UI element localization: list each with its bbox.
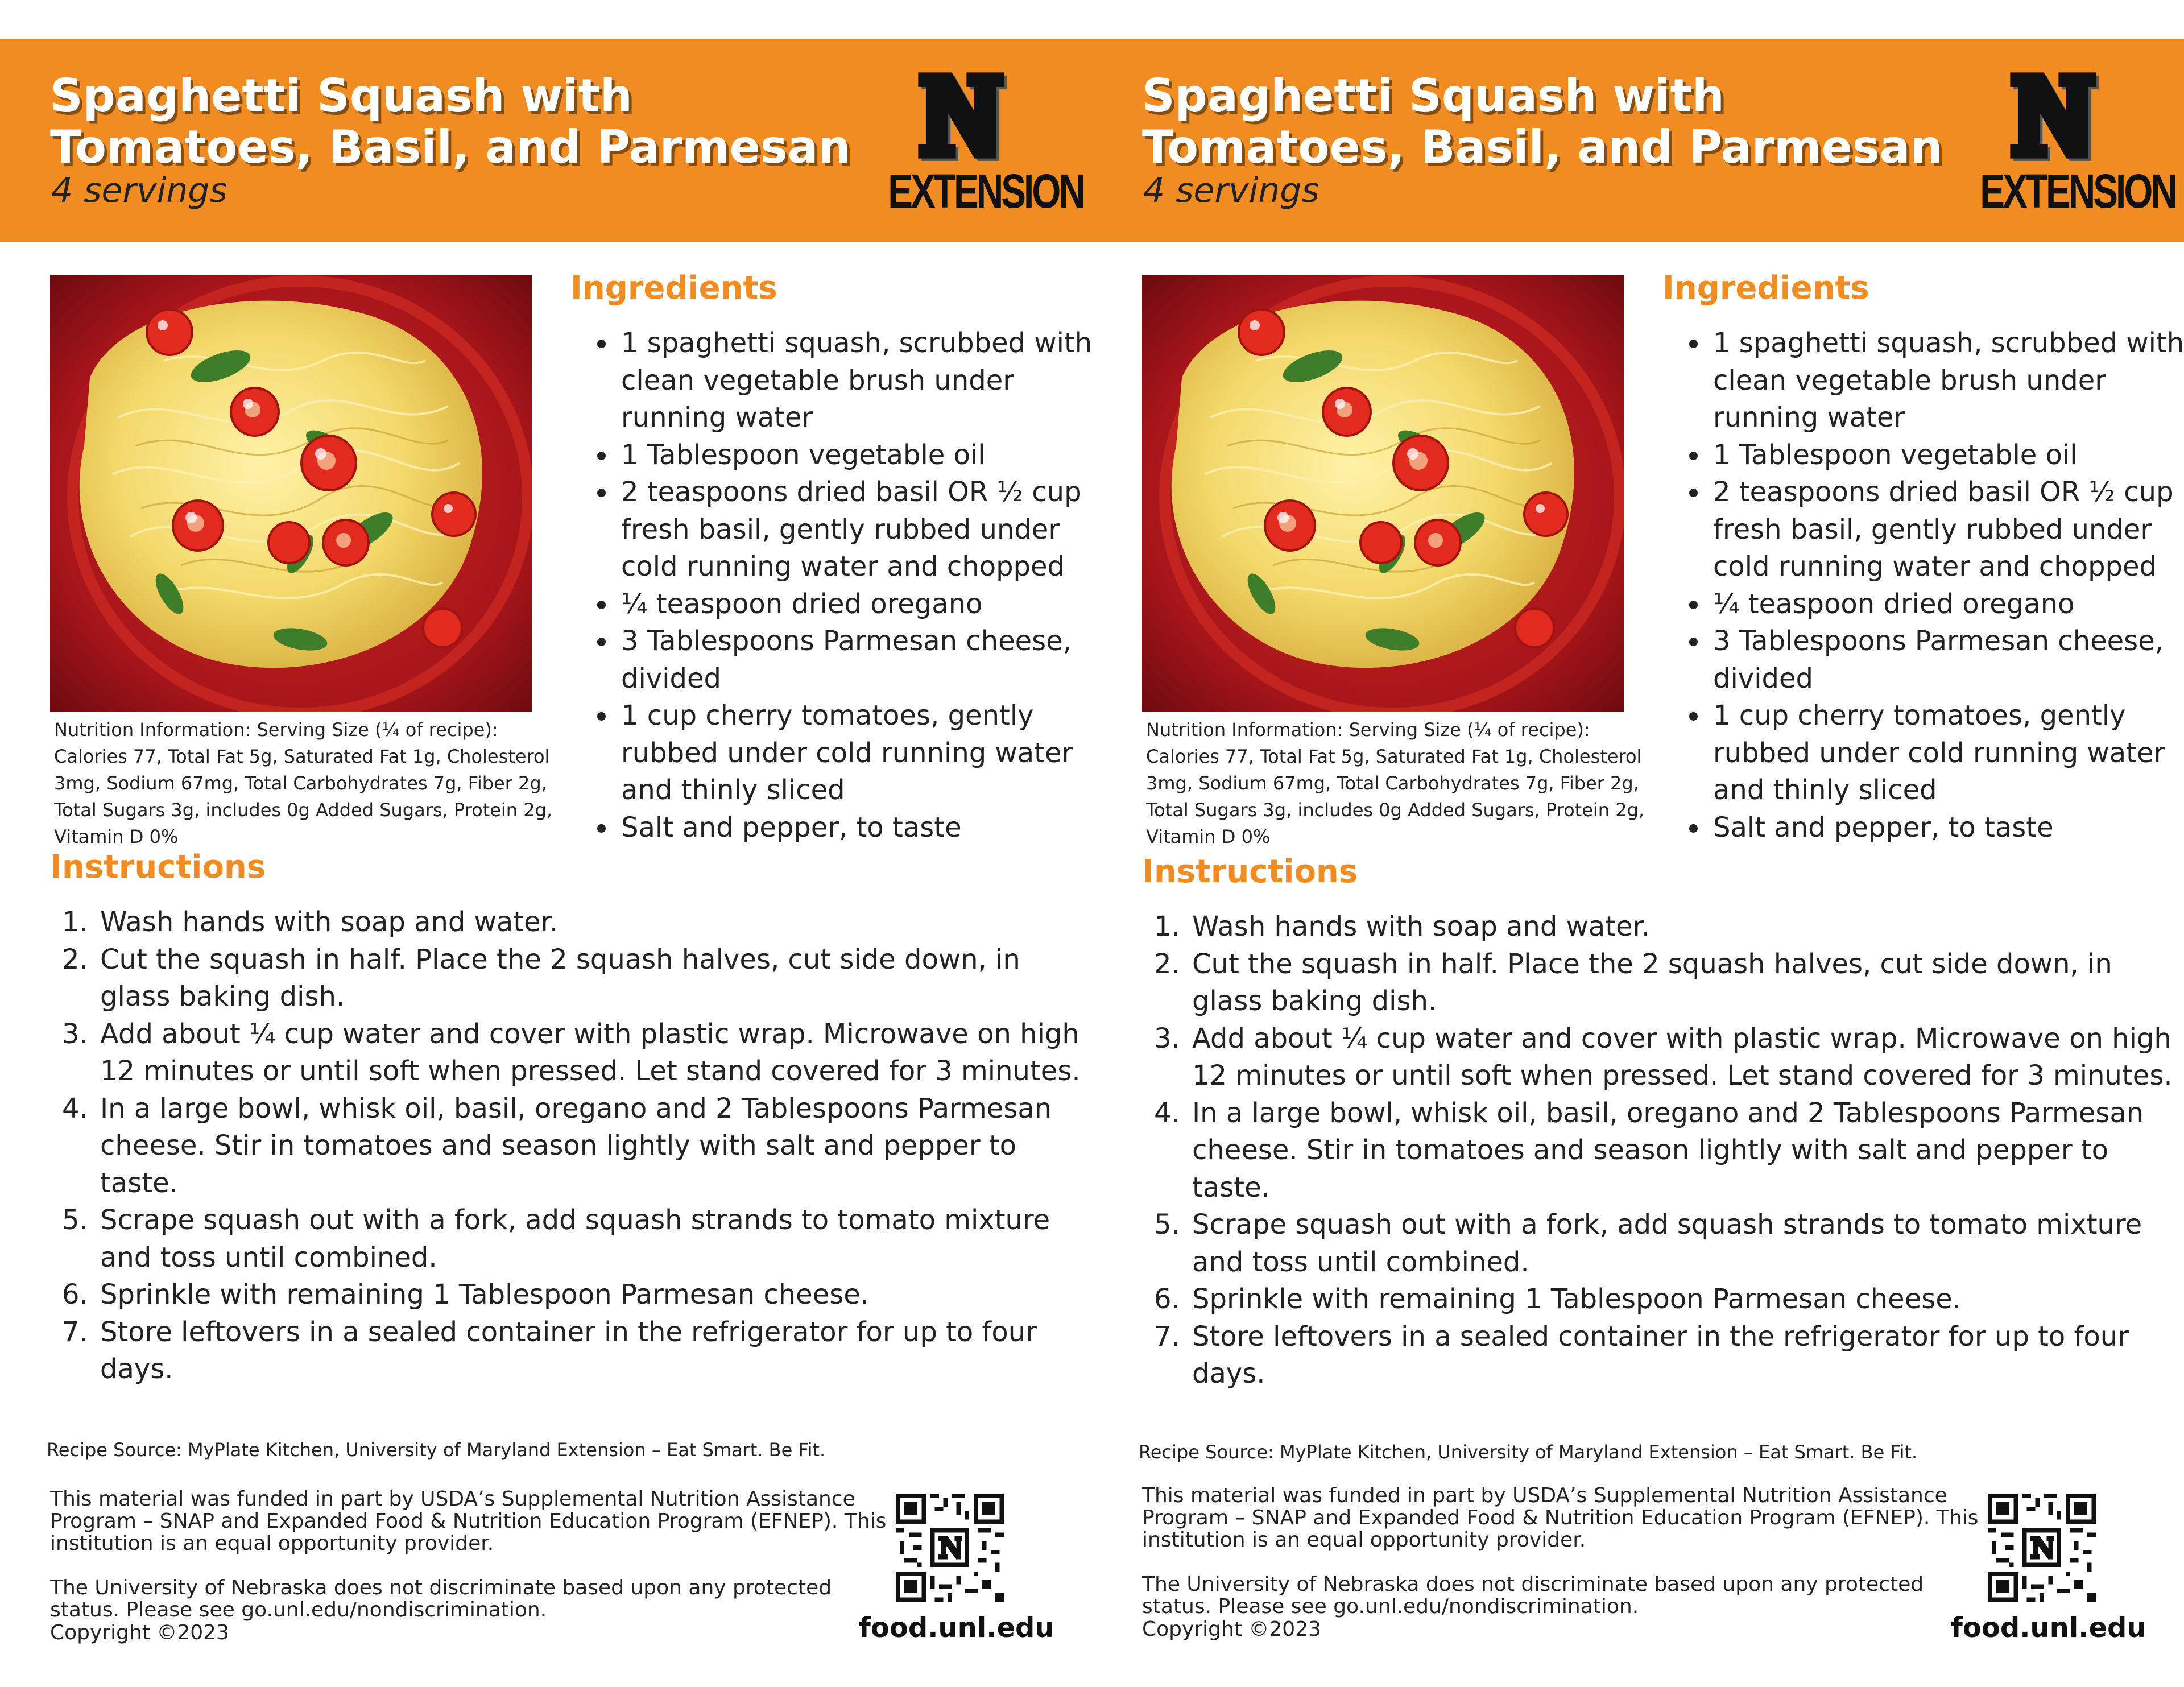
spaghetti-squash-photo: [1142, 275, 1624, 712]
ingredient-item: • ¼ teaspoon dried oregano: [618, 586, 1107, 623]
funding-statement: This material was funded in part by USDA’s Supplemental Nutrition Assistance Program – SNAP and Expanded Food & Nutrition Education Program (EFNEP). This institution is an equal opportunity provider.: [1142, 1484, 1979, 1552]
instructions-heading: Instructions: [1142, 853, 1358, 890]
ingredient-item: • 3 Tablespoons Parmesan cheese, divided: [1710, 623, 2184, 697]
funding-statement: This material was funded in part by USDA’s Supplemental Nutrition Assistance Program – SNAP and Expanded Food & Nutrition Education Program (EFNEP). This institution is an equal opportunity provider.: [50, 1487, 887, 1555]
ingredient-item: • 1 Tablespoon vegetable oil: [1710, 437, 2184, 474]
ingredient-item: • 1 spaghetti squash, scrubbed with clean vegetable brush under running water: [618, 325, 1107, 437]
instructions-list: [51, 904, 1092, 1388]
ingredient-item: • 1 cup cherry tomatoes, gently rubbed under cold running water and thinly sliced: [618, 697, 1107, 809]
copyright-notice: Copyright ©2023: [50, 1621, 229, 1644]
extension-logo: [1959, 67, 2175, 221]
recipe-title: [50, 71, 850, 173]
instruction-step: 6. Sprinkle with remaining 1 Tablespoon Parmesan cheese.: [97, 1276, 1092, 1314]
extension-logo: [867, 67, 1083, 221]
ingredient-item: • 2 teaspoons dried basil OR ½ cup fresh basil, gently rubbed under cold running water and chopped: [1710, 474, 2184, 586]
instruction-step: 2. Cut the squash in half. Place the 2 squash halves, cut side down, in glass baking dish.: [1189, 946, 2184, 1020]
recipe-title-line-2: Tomatoes, Basil, and Parmesan: [50, 121, 851, 173]
extension-wordmark: EXTENSION: [888, 164, 1083, 218]
nebraska-n-logo-icon: [2005, 67, 2102, 164]
instruction-step: 2. Cut the squash in half. Place the 2 squash halves, cut side down, in glass baking dish.: [97, 941, 1092, 1016]
ingredient-item: • ¼ teaspoon dried oregano: [1710, 586, 2184, 623]
instruction-step: 5. Scrape squash out with a fork, add squash strands to tomato mixture and toss until combined.: [1189, 1206, 2184, 1281]
instruction-step: 6. Sprinkle with remaining 1 Tablespoon Parmesan cheese.: [1189, 1281, 2184, 1318]
recipe-title-line-1: Spaghetti Squash with: [1142, 69, 1724, 122]
servings-label: 4 servings: [51, 171, 228, 210]
ingredient-item: • Salt and pepper, to taste: [1710, 809, 2184, 847]
ingredients-list: [574, 325, 1107, 846]
recipe-title: [1142, 71, 1942, 173]
ingredient-item: • 1 cup cherry tomatoes, gently rubbed under cold running water and thinly sliced: [1710, 697, 2184, 809]
instructions-list: [1143, 908, 2184, 1393]
website-link[interactable]: food.unl.edu: [1951, 1612, 2146, 1644]
ingredient-item: • 1 spaghetti squash, scrubbed with clean vegetable brush under running water: [1710, 325, 2184, 437]
ingredient-item: • 3 Tablespoons Parmesan cheese, divided: [618, 623, 1107, 697]
nondiscrimination-statement: The University of Nebraska does not discriminate based upon any protected status. Please see go.unl.edu/nondiscrimination.: [50, 1576, 832, 1622]
ingredients-heading: Ingredients: [1662, 270, 1869, 307]
recipe-card-left: [0, 39, 1092, 1687]
spaghetti-squash-photo: [50, 275, 532, 712]
ingredients-heading: Ingredients: [570, 270, 777, 307]
extension-wordmark: EXTENSION: [1980, 164, 2175, 218]
instruction-step: 3. Add about ¼ cup water and cover with plastic wrap. Microwave on high 12 minutes or until soft when pressed. Let stand covered for 3 minutes.: [97, 1016, 1092, 1090]
instruction-step: 1. Wash hands with soap and water.: [97, 904, 1092, 941]
website-link[interactable]: food.unl.edu: [859, 1612, 1054, 1644]
qr-code-icon[interactable]: [896, 1494, 1004, 1602]
copyright-notice: Copyright ©2023: [1142, 1618, 1321, 1641]
recipe-title-line-2: Tomatoes, Basil, and Parmesan: [1142, 121, 1943, 173]
recipe-title-line-1: Spaghetti Squash with: [50, 69, 632, 122]
ingredient-item: • Salt and pepper, to taste: [618, 809, 1107, 847]
nondiscrimination-statement: The University of Nebraska does not discriminate based upon any protected status. Please see go.unl.edu/nondiscrimination.: [1142, 1573, 1924, 1618]
nebraska-n-logo-icon: [913, 67, 1010, 164]
instructions-heading: Instructions: [50, 849, 266, 886]
recipe-source: Recipe Source: MyPlate Kitchen, University of Maryland Extension – Eat Smart. Be Fit.: [47, 1439, 826, 1461]
instruction-step: 7. Store leftovers in a sealed container in the refrigerator for up to four days.: [1189, 1318, 2184, 1393]
instruction-step: 7. Store leftovers in a sealed container in the refrigerator for up to four days.: [97, 1314, 1092, 1388]
instruction-step: 1. Wash hands with soap and water.: [1189, 908, 2184, 946]
ingredient-item: • 2 teaspoons dried basil OR ½ cup fresh basil, gently rubbed under cold running water and chopped: [618, 474, 1107, 586]
instruction-step: 4. In a large bowl, whisk oil, basil, oregano and 2 Tablespoons Parmesan cheese. Stir in tomatoes and season lightly with salt and pepper to taste.: [97, 1090, 1092, 1202]
nutrition-info: Nutrition Information: Serving Size (¼ of recipe): Calories 77, Total Fat 5g, Saturated Fat 1g, Cholesterol 3mg, Sodium 67mg, Total Carbohydrates 7g, Fiber 2g, Total Sugars 3g, includes 0g Added Sugars, Protein 2g, Vitamin D 0%: [54, 719, 553, 847]
instruction-step: 5. Scrape squash out with a fork, add squash strands to tomato mixture and toss until combined.: [97, 1202, 1092, 1276]
recipe-source: Recipe Source: MyPlate Kitchen, University of Maryland Extension – Eat Smart. Be Fit.: [1139, 1441, 1918, 1463]
qr-code-icon[interactable]: [1988, 1494, 2096, 1602]
ingredients-list: [1666, 325, 2184, 846]
nutrition-info: Nutrition Information: Serving Size (¼ of recipe): Calories 77, Total Fat 5g, Saturated Fat 1g, Cholesterol 3mg, Sodium 67mg, Total Carbohydrates 7g, Fiber 2g, Total Sugars 3g, includes 0g Added Sugars, Protein 2g, Vitamin D 0%: [1146, 719, 1645, 847]
recipe-card-right: [1092, 39, 2184, 1687]
instruction-step: 3. Add about ¼ cup water and cover with plastic wrap. Microwave on high 12 minutes or until soft when pressed. Let stand covered for 3 minutes.: [1189, 1020, 2184, 1095]
servings-label: 4 servings: [1143, 171, 1320, 210]
ingredient-item: • 1 Tablespoon vegetable oil: [618, 437, 1107, 474]
instruction-step: 4. In a large bowl, whisk oil, basil, oregano and 2 Tablespoons Parmesan cheese. Stir in tomatoes and season lightly with salt and pepper to taste.: [1189, 1095, 2184, 1207]
